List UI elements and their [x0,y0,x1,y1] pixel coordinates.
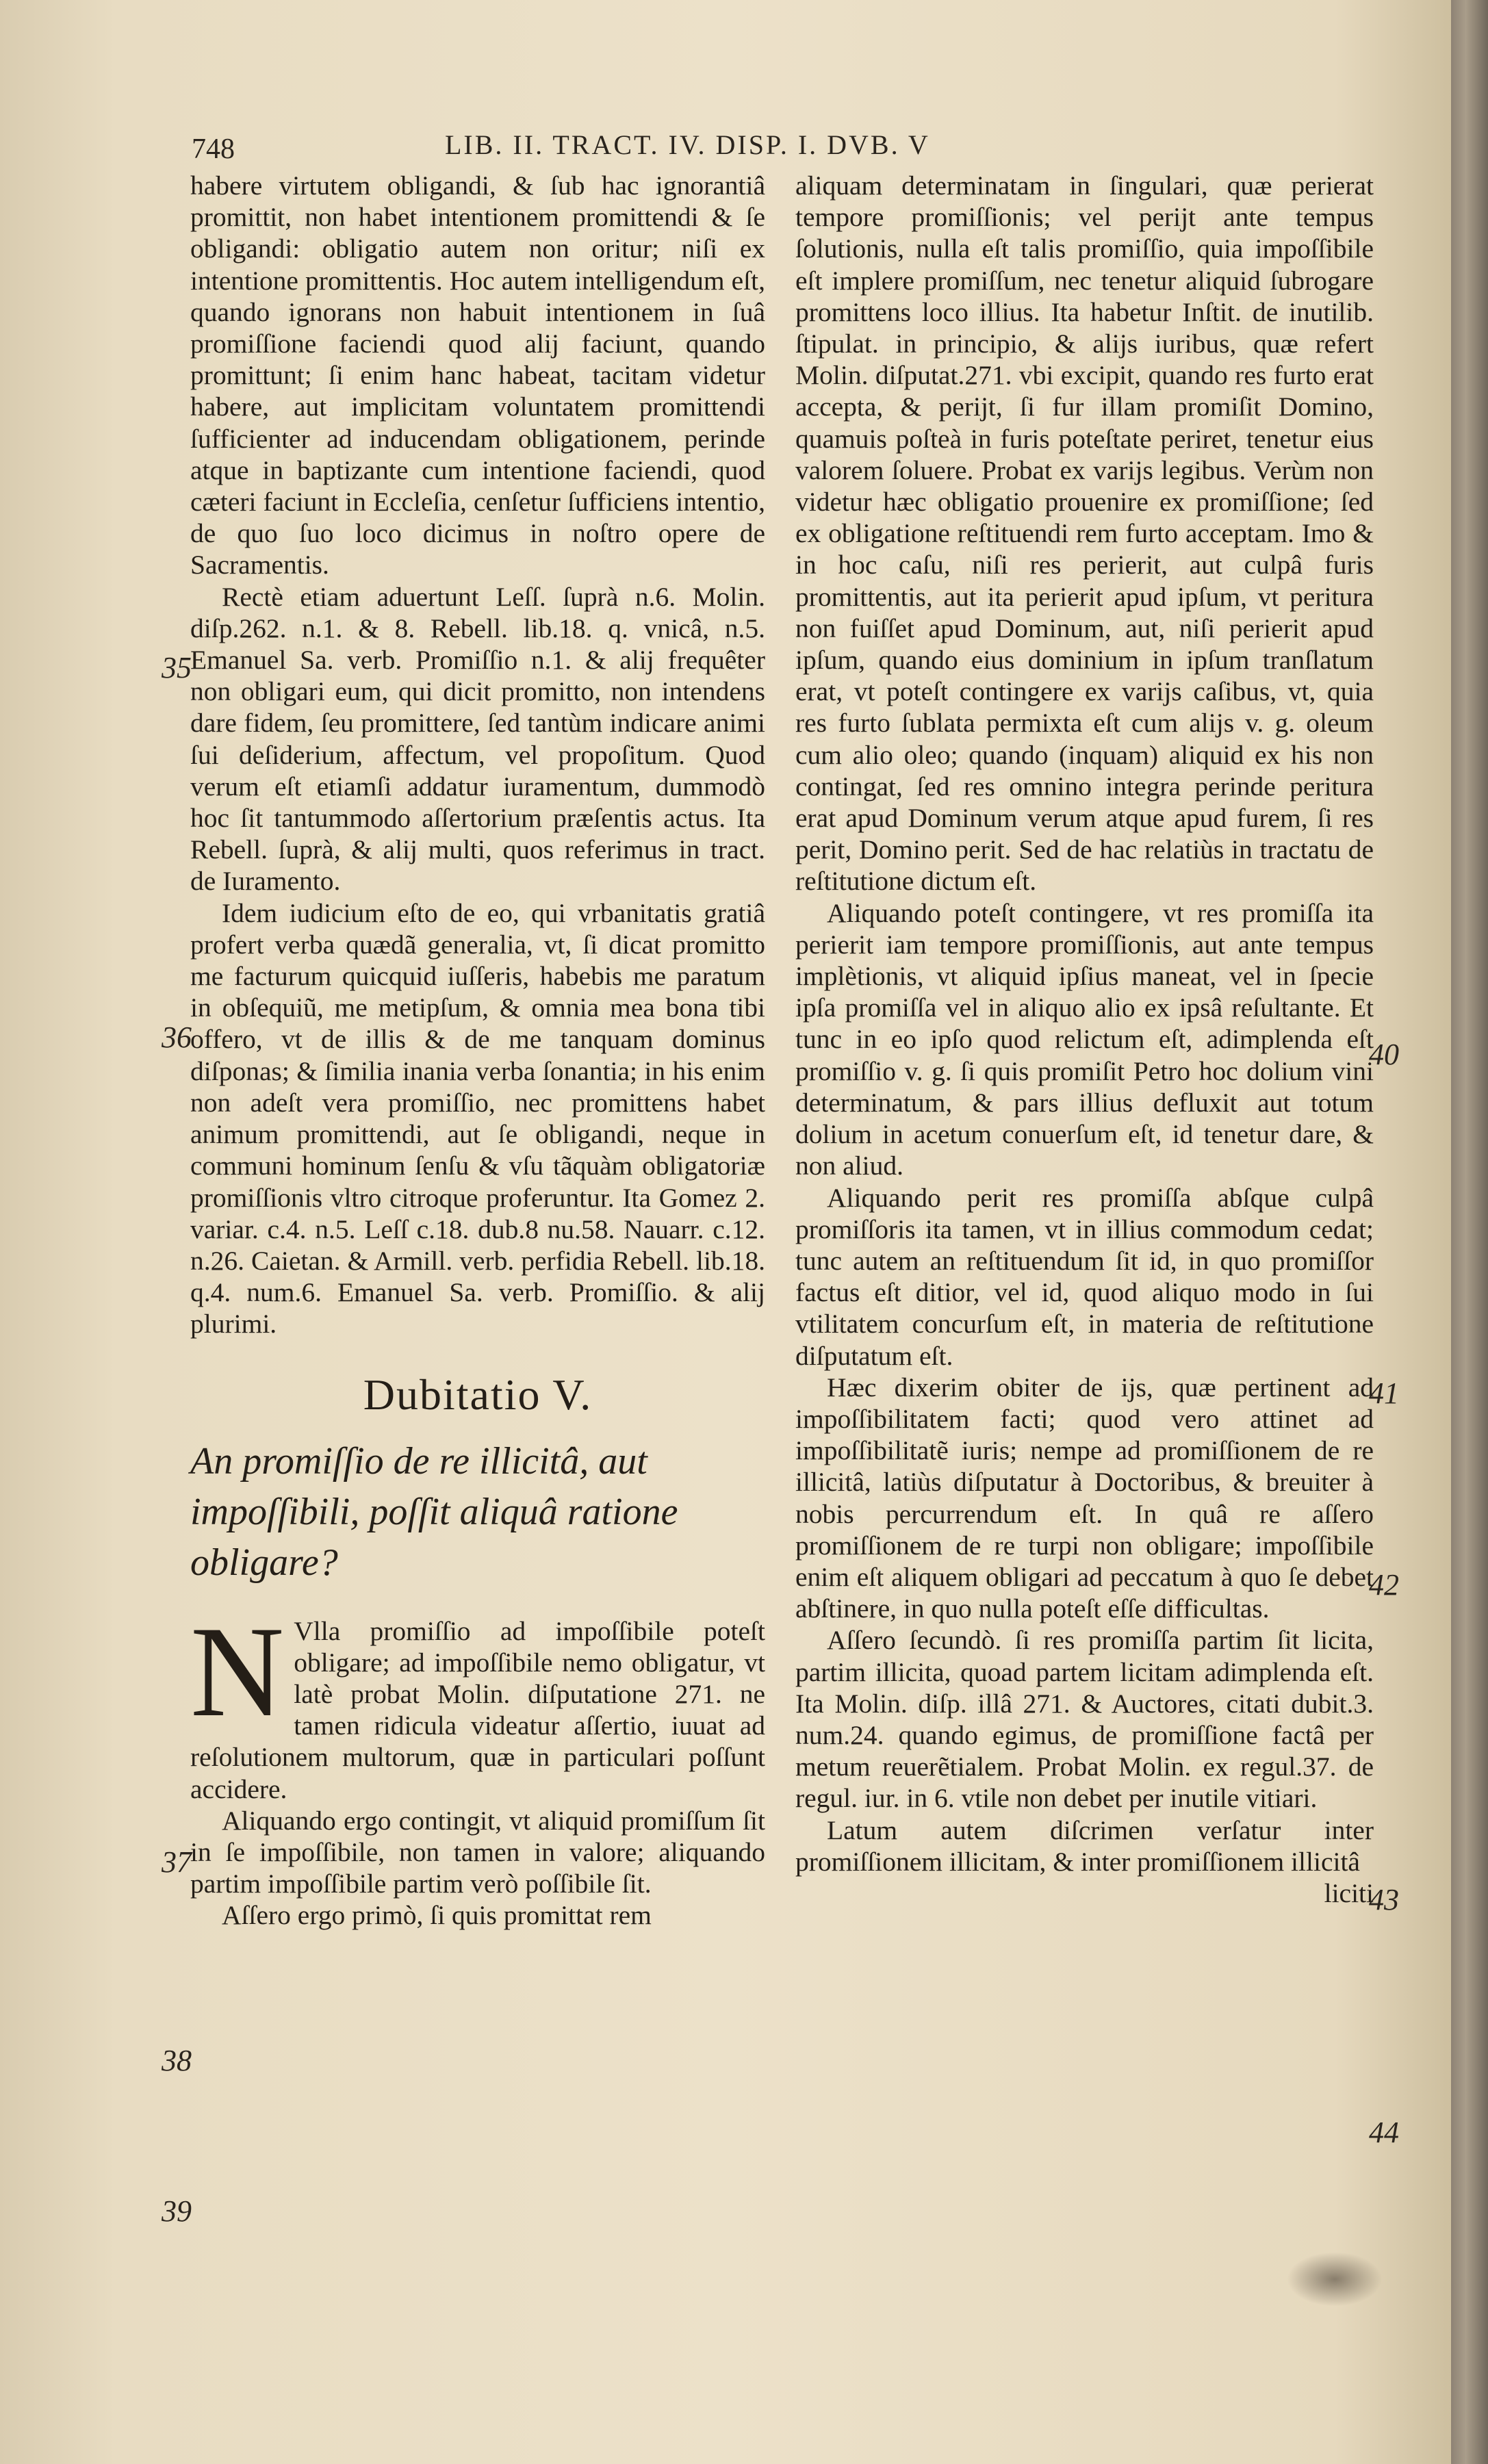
section-heading: Dubitatio V. [363,1370,593,1419]
paragraph: Aſſero ſecundò. ſi res promiſſa partim ſit licita, partim illicita, quoad partem licitam adimplenda eſt. Ita Molin. diſp. illâ 271. & Auctores, citati dubit.3. num.24. quando egimus, de promiſſione factâ per metum reuerẽtialem. Probat Molin. ex regul.37. de regul. iur. in 6. vtile non debet per inutile vitiari. [795,1625,1374,1814]
right-column [795,170,1374,1909]
catchword: liciti [1324,1877,1374,1908]
margin-number: 35 [162,651,192,684]
margin-number: 42 [1369,1568,1399,1602]
margin-number: 38 [162,2044,192,2077]
margin-number: 41 [1369,1376,1399,1410]
paragraph: Hæc dixerim obiter de ijs, quæ pertinent ad impoſſibilitatem facti; quod vero attinet ad impoſſibilitatẽ iuris; nempe ad promiſſionem de re illicitâ, latiùs diſputatur à Doctoribus, & breuiter à nobis percurrendum eſt. In quâ re aſſero promiſſionem de re turpi non obligare; impoſſibile enim eſt aliquem obligari ad peccatum à quo ſe debet abſtinere, in quo nulla poteſt eſſe difficultas. [795,1372,1374,1624]
margin-number: 40 [1369,1038,1399,1071]
margin-number: 43 [1369,1883,1399,1916]
margin-number: 44 [1369,2116,1399,2149]
paragraph: Idem iudicium eſto de eo, qui vrbanitatis gratiâ profert verba quædã generalia, vt, ſi dicat promitto me facturum quicquid iuſſeris, habebis me paratum in obſequiũ, me metipſum, & omnia mea bona tibi offero, vt de illis & de me tanquam dominus diſponas; & ſimilia inania verba ſonantia; in his enim non adeſt vera promiſſio, nec promittens habet animum promittendi, aut ſe obligandi, neque in communi hominum ſenſu & vſu tãquàm obligatoriæ promiſſionis vltro citroque proferuntur. Ita Gomez 2. variar. c.4. n.5. Leſſ c.18. dub.8 nu.58. Nauarr. c.12. n.26. Caietan. & Armill. verb. perfidia Rebell. lib.18. q.4. num.6. Emanuel Sa. verb. Promiſſio. & alij plurimi. [190,897,765,1339]
page-header [192,129,1424,170]
page-number: 748 [192,133,235,165]
paragraph: Aliquando ergo contingit, vt aliquid promiſſum ſit in ſe impoſſibile, non tamen in valore; aliquando partim impoſſibile partim verò poſſibile ſit. [190,1805,765,1899]
paragraph: Rectè etiam aduertunt Leſſ. ſuprà n.6. Molin. diſp.262. n.1. & 8. Rebell. lib.18. q. vnicâ, n.5. Emanuel Sa. verb. Promiſſio n.1. & alij frequêter non obligari eum, qui dicit promitto, non intendens dare fidem, ſeu promittere, ſed tantùm indicare animi ſui deſiderium, affectum, vel propoſitum. Quod verum eſt etiamſi addatur iuramentum, dummodò hoc ſit tantummodo aſſertorium præſentis actus. Ita Rebell. ſuprà, & alij multi, quos referimus in tract. de Iuramento. [190,581,765,897]
left-column [190,170,765,1932]
section-question: An promiſſio de re illicitâ, aut impoſſibili, poſſit aliquâ ratione obligare? [190,1439,678,1584]
paragraph-with-initial [190,1600,765,1805]
paragraph: Aliquando perit res promiſſa abſque culpâ promiſſoris ita tamen, vt in illius commodum cedat; tunc autem an reſtituendum ſit id, in quo promiſſor factus eſt ditior, vel id, quod aliquo modo in ſui vtilitatem concurſum eſt, in materia de reſtitutione diſputatum eſt. [795,1182,1374,1371]
margin-number: 36 [162,1021,192,1054]
page-edge [1451,0,1488,2464]
running-head: LIB. II. TRACT. IV. DISP. I. DVB. V [445,129,930,160]
margin-number: 39 [162,2194,192,2228]
paragraph: aliquam determinatam in ſingulari, quæ perierat tempore promiſſionis; vel perijt ante tempus ſolutionis, nulla eſt talis promiſſio, quia impoſſibile eſt implere promiſſum, nec tenetur aliquid ſubrogare promittens loco illius. Ita habetur Inſtit. de inutilib. ſtipulat. in principio, & alijs iuribus, quæ refert Molin. diſputat.271. vbi excipit, quando res furto erat accepta, & perijt, ſi fur illam promiſit Domino, quamuis poſteà in furis poteſtate periret, tenetur eius valorem ſoluere. Probat ex varijs legibus. Verùm non videtur hæc obligatio prouenire ex promiſſione; ſed ex obligatione reſtituendi rem furto acceptam. Imo & in hoc caſu, niſi res perierit, aut culpâ furis promittentis, aut ita perierit apud ipſum, vt peritura non fuiſſet apud Dominum, aut, niſi perierit apud ipſum, quando eius dominium in ipſum tranſlatum erat, vt poteſt contingere ex varijs caſibus, vt, quia res furto ſublata permixta eſt cum alijs v. g. oleum cum alio oleo; quando (inquam) aliquid ex his non contingat, ſed res omnino integra perinde peritura erat apud Dominum verum atque apud furem, ſi res perit, Domino perit. Sed de hac relatiùs in tractatu de reſtitutione dictum eſt. [795,170,1374,897]
paragraph-text: Vlla promiſſio ad impoſſibile poteſt obligare; ad impoſſibile nemo obligatur, vt latè probat Molin. diſputatione 271. ne tamen ridicula videatur aſſertio, iuuat ad reſolutionem multorum, quæ in particulari poſſunt accidere. [190,1615,765,1804]
drop-cap: N [190,1600,285,1744]
paragraph: Latum autem diſcrimen verſatur inter promiſſionem illicitam, & inter promiſſionem illicitâ [795,1814,1374,1877]
paragraph: habere virtutem obligandi, & ſub hac ignorantiâ promittit, non habet intentionem promittendi & ſe obligandi: obligatio autem non oritur; niſi ex intentione promittentis. Hoc autem intelligendum eſt, quando ignorans non habuit intentionem in ſuâ promiſſione faciendi quod alij faciunt, quando promittunt; ſi enim hanc habeat, tacitam videtur habere, aut implicitam voluntatem promittendi ſufficienter ad inducendam obligationem, perinde atque in baptizante cum intentione faciendi, quod cæteri faciunt in Eccleſia, cenſetur ſufficiens intentio, de quo ſuo loco dicimus in noſtro opere de Sacramentis. [190,170,765,580]
paragraph: Aſſero ergo primò, ſi quis promittat rem [222,1900,652,1931]
margin-number: 37 [162,1845,192,1879]
ink-smudge [1287,2252,1383,2307]
paragraph: Aliquando poteſt contingere, vt res promiſſa ita perierit iam tempore promiſſionis, aut ante tempus implètionis, vt aliquid ipſius maneat, vel in ſpecie ipſa promiſſa vel in aliquo alio ex ipsâ reſultante. Et tunc in eo ipſo quod relictum eſt, adimplenda eſt promiſſio v. g. ſi quis promiſit Petro hoc dolium vini determinatum, & pars illius defluxit aut totum dolium in acetum conuerſum eſt, id tenetur dare, & non aliud. [795,897,1374,1181]
